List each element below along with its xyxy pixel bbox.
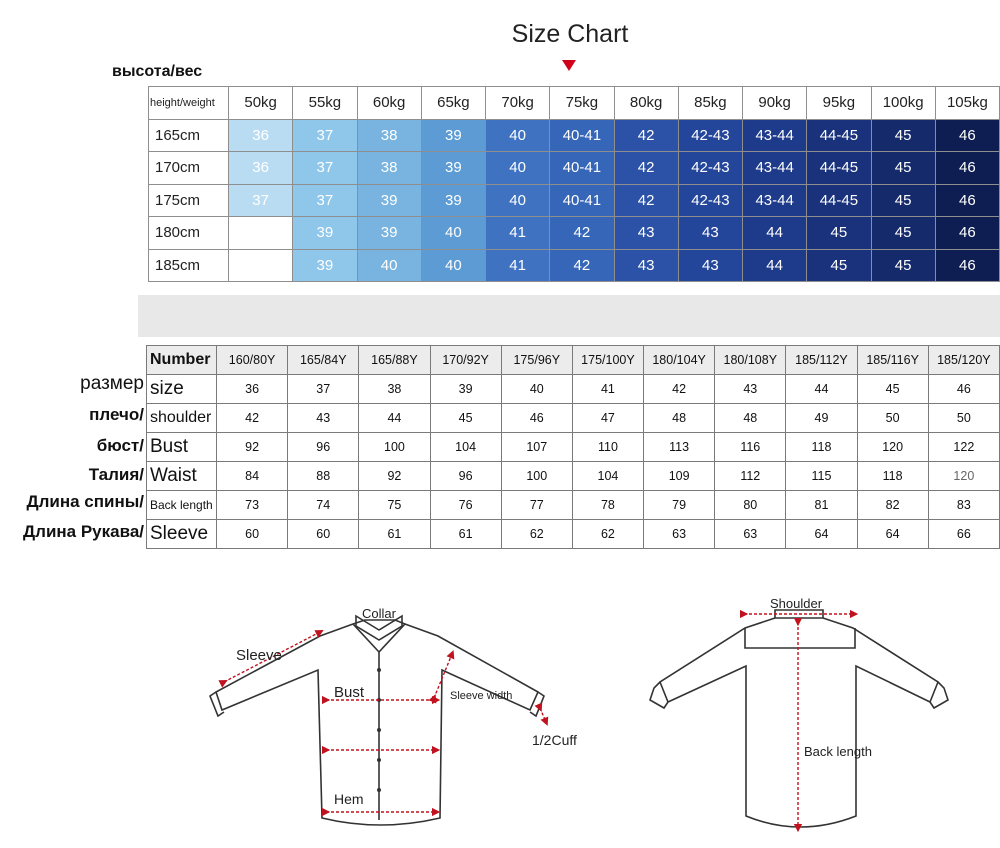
- ru-label-sleeve: Длина Рукава/: [23, 522, 144, 541]
- column-header: 175/96Y: [501, 346, 572, 375]
- size-cell: 40: [421, 249, 485, 282]
- size-cell: 43: [678, 217, 742, 250]
- measurement-row: [147, 404, 1000, 433]
- size-cell: 40: [421, 217, 485, 250]
- size-cell: 43-44: [743, 152, 807, 185]
- size-cell: 46: [935, 249, 999, 282]
- size-cell: 39: [421, 184, 485, 217]
- size-cell: [229, 217, 293, 250]
- back-length-label: Back length: [804, 744, 872, 759]
- value-cell: 44: [359, 404, 430, 433]
- matrix-corner-label: height/weight: [149, 87, 229, 120]
- size-cell: 43-44: [743, 119, 807, 152]
- hem-label: Hem: [334, 791, 364, 807]
- sleeve-label: Sleeve: [236, 647, 282, 664]
- value-cell: 112: [715, 462, 786, 491]
- value-cell: 63: [715, 520, 786, 549]
- value-cell: 100: [501, 462, 572, 491]
- value-cell: 109: [644, 462, 715, 491]
- size-cell: 40: [357, 249, 421, 282]
- value-cell: 61: [430, 520, 501, 549]
- value-cell: 107: [501, 433, 572, 462]
- ru-label-shoulder: плечо/: [89, 405, 144, 424]
- value-cell: 81: [786, 491, 857, 520]
- size-cell: 42: [550, 217, 614, 250]
- value-cell: 63: [644, 520, 715, 549]
- weight-header: 95kg: [807, 87, 871, 120]
- value-cell: 115: [786, 462, 857, 491]
- size-cell: 39: [421, 119, 485, 152]
- value-cell: 120: [857, 433, 928, 462]
- size-cell: 40-41: [550, 184, 614, 217]
- size-cell: 45: [807, 217, 871, 250]
- value-cell: 110: [572, 433, 643, 462]
- size-cell: 41: [486, 217, 550, 250]
- value-cell: 75: [359, 491, 430, 520]
- weight-header: 70kg: [486, 87, 550, 120]
- value-cell: 42: [644, 375, 715, 404]
- weight-header: 65kg: [421, 87, 485, 120]
- value-cell: 48: [715, 404, 786, 433]
- value-cell: 116: [715, 433, 786, 462]
- value-cell: 37: [288, 375, 359, 404]
- size-cell: 46: [935, 152, 999, 185]
- triangle-marker-icon: [562, 60, 576, 71]
- value-cell: 122: [928, 433, 999, 462]
- column-header: 170/92Y: [430, 346, 501, 375]
- measurement-header-row: [147, 346, 1000, 375]
- value-cell: 47: [572, 404, 643, 433]
- value-cell: 64: [786, 520, 857, 549]
- page-title: Size Chart: [511, 20, 629, 48]
- row-label: Sleeve: [147, 520, 217, 549]
- value-cell: 113: [644, 433, 715, 462]
- ru-label-back-length: Длина спины/: [26, 492, 144, 511]
- value-cell: 46: [928, 375, 999, 404]
- value-cell: 62: [572, 520, 643, 549]
- size-cell: 39: [421, 152, 485, 185]
- size-cell: 36: [229, 119, 293, 152]
- value-cell: 40: [501, 375, 572, 404]
- shoulder-label: Shoulder: [770, 596, 823, 611]
- weight-header: 90kg: [743, 87, 807, 120]
- size-cell: 44-45: [807, 184, 871, 217]
- value-cell: 104: [430, 433, 501, 462]
- size-cell: 45: [871, 249, 935, 282]
- value-cell: 50: [857, 404, 928, 433]
- size-cell: 42: [614, 152, 678, 185]
- size-cell: 45: [871, 184, 935, 217]
- measurement-row: [147, 433, 1000, 462]
- size-cell: 37: [229, 184, 293, 217]
- size-cell: 37: [293, 184, 357, 217]
- size-cell: 46: [935, 119, 999, 152]
- column-header: 160/80Y: [217, 346, 288, 375]
- value-cell: 92: [217, 433, 288, 462]
- size-cell: 45: [871, 119, 935, 152]
- column-header: 185/112Y: [786, 346, 857, 375]
- size-cell: 43: [678, 249, 742, 282]
- back-shirt-icon: [650, 610, 948, 827]
- value-cell: 104: [572, 462, 643, 491]
- number-header: Number: [147, 346, 217, 375]
- size-cell: 44: [743, 249, 807, 282]
- value-cell: 38: [359, 375, 430, 404]
- measurement-row: [147, 491, 1000, 520]
- size-cell: 44: [743, 217, 807, 250]
- value-cell: 80: [715, 491, 786, 520]
- matrix-row: [149, 119, 1000, 152]
- sleeve-width-label: Sleeve width: [450, 690, 513, 702]
- bust-label: Bust: [334, 684, 365, 701]
- size-cell: 44-45: [807, 152, 871, 185]
- column-header: 165/88Y: [359, 346, 430, 375]
- value-cell: 64: [857, 520, 928, 549]
- size-cell: 42-43: [678, 152, 742, 185]
- value-cell: 50: [928, 404, 999, 433]
- weight-header: 50kg: [229, 87, 293, 120]
- size-cell: 42-43: [678, 119, 742, 152]
- weight-header: 80kg: [614, 87, 678, 120]
- size-cell: 44-45: [807, 119, 871, 152]
- value-cell: 120: [928, 462, 999, 491]
- size-cell: 46: [935, 217, 999, 250]
- column-header: 165/84Y: [288, 346, 359, 375]
- russian-height-weight-label: высота/вес: [112, 63, 203, 80]
- measurement-row: [147, 375, 1000, 404]
- matrix-row: [149, 249, 1000, 282]
- value-cell: 41: [572, 375, 643, 404]
- height-label: 185cm: [149, 249, 229, 282]
- size-cell: 41: [486, 249, 550, 282]
- value-cell: 43: [715, 375, 786, 404]
- size-cell: 43: [614, 217, 678, 250]
- column-header: 175/100Y: [572, 346, 643, 375]
- weight-header: 75kg: [550, 87, 614, 120]
- size-cell: 37: [293, 119, 357, 152]
- matrix-row: [149, 184, 1000, 217]
- value-cell: 78: [572, 491, 643, 520]
- value-cell: 42: [217, 404, 288, 433]
- measurement-row: [147, 520, 1000, 549]
- separator-band: [138, 295, 1000, 337]
- value-cell: 48: [644, 404, 715, 433]
- matrix-row: [149, 217, 1000, 250]
- value-cell: 96: [288, 433, 359, 462]
- value-cell: 92: [359, 462, 430, 491]
- weight-header: 55kg: [293, 87, 357, 120]
- size-cell: 39: [293, 249, 357, 282]
- row-label: Bust: [147, 433, 217, 462]
- size-cell: 39: [357, 184, 421, 217]
- row-label: size: [147, 375, 217, 404]
- size-cell: [229, 249, 293, 282]
- collar-label: Collar: [362, 606, 396, 621]
- value-cell: 76: [430, 491, 501, 520]
- value-cell: 96: [430, 462, 501, 491]
- size-cell: 40: [486, 119, 550, 152]
- row-label: Waist: [147, 462, 217, 491]
- size-cell: 36: [229, 152, 293, 185]
- measurement-row: [147, 462, 1000, 491]
- size-cell: 40: [486, 152, 550, 185]
- cuff-label: 1/2Cuff: [532, 732, 577, 748]
- height-label: 180cm: [149, 217, 229, 250]
- weight-header: 100kg: [871, 87, 935, 120]
- size-cell: 38: [357, 119, 421, 152]
- size-cell: 45: [871, 152, 935, 185]
- height-label: 165cm: [149, 119, 229, 152]
- value-cell: 74: [288, 491, 359, 520]
- size-cell: 42: [550, 249, 614, 282]
- value-cell: 46: [501, 404, 572, 433]
- value-cell: 44: [786, 375, 857, 404]
- weight-header: 85kg: [678, 87, 742, 120]
- value-cell: 83: [928, 491, 999, 520]
- matrix-row: [149, 152, 1000, 185]
- value-cell: 45: [857, 375, 928, 404]
- value-cell: 79: [644, 491, 715, 520]
- column-header: 180/108Y: [715, 346, 786, 375]
- measurement-table: [146, 345, 1000, 549]
- value-cell: 77: [501, 491, 572, 520]
- row-label: shoulder: [147, 404, 217, 433]
- value-cell: 60: [288, 520, 359, 549]
- value-cell: 36: [217, 375, 288, 404]
- ru-label-size: размер: [80, 373, 144, 394]
- value-cell: 82: [857, 491, 928, 520]
- value-cell: 43: [288, 404, 359, 433]
- value-cell: 60: [217, 520, 288, 549]
- value-cell: 61: [359, 520, 430, 549]
- size-cell: 39: [293, 217, 357, 250]
- value-cell: 73: [217, 491, 288, 520]
- column-header: 185/120Y: [928, 346, 999, 375]
- value-cell: 118: [786, 433, 857, 462]
- weight-header: 105kg: [935, 87, 999, 120]
- ru-label-waist: Талия/: [88, 465, 144, 484]
- size-cell: 38: [357, 152, 421, 185]
- value-cell: 49: [786, 404, 857, 433]
- size-cell: 37: [293, 152, 357, 185]
- size-matrix: [148, 86, 1000, 282]
- value-cell: 66: [928, 520, 999, 549]
- size-cell: 46: [935, 184, 999, 217]
- value-cell: 45: [430, 404, 501, 433]
- size-cell: 40: [486, 184, 550, 217]
- height-label: 170cm: [149, 152, 229, 185]
- matrix-header-row: [149, 87, 1000, 120]
- size-cell: 43: [614, 249, 678, 282]
- shirt-measurement-diagram: [0, 570, 1000, 848]
- size-cell: 45: [871, 217, 935, 250]
- back-measure-lines: [744, 614, 854, 828]
- size-cell: 42-43: [678, 184, 742, 217]
- ru-label-bust: бюст/: [96, 436, 144, 455]
- value-cell: 84: [217, 462, 288, 491]
- row-label: Back length: [147, 491, 217, 520]
- size-cell: 40-41: [550, 119, 614, 152]
- size-cell: 40-41: [550, 152, 614, 185]
- size-cell: 42: [614, 119, 678, 152]
- size-cell: 42: [614, 184, 678, 217]
- size-cell: 45: [807, 249, 871, 282]
- weight-header: 60kg: [357, 87, 421, 120]
- size-cell: 43-44: [743, 184, 807, 217]
- column-header: 185/116Y: [857, 346, 928, 375]
- size-cell: 39: [357, 217, 421, 250]
- height-label: 175cm: [149, 184, 229, 217]
- column-header: 180/104Y: [644, 346, 715, 375]
- value-cell: 62: [501, 520, 572, 549]
- value-cell: 88: [288, 462, 359, 491]
- value-cell: 118: [857, 462, 928, 491]
- value-cell: 100: [359, 433, 430, 462]
- value-cell: 39: [430, 375, 501, 404]
